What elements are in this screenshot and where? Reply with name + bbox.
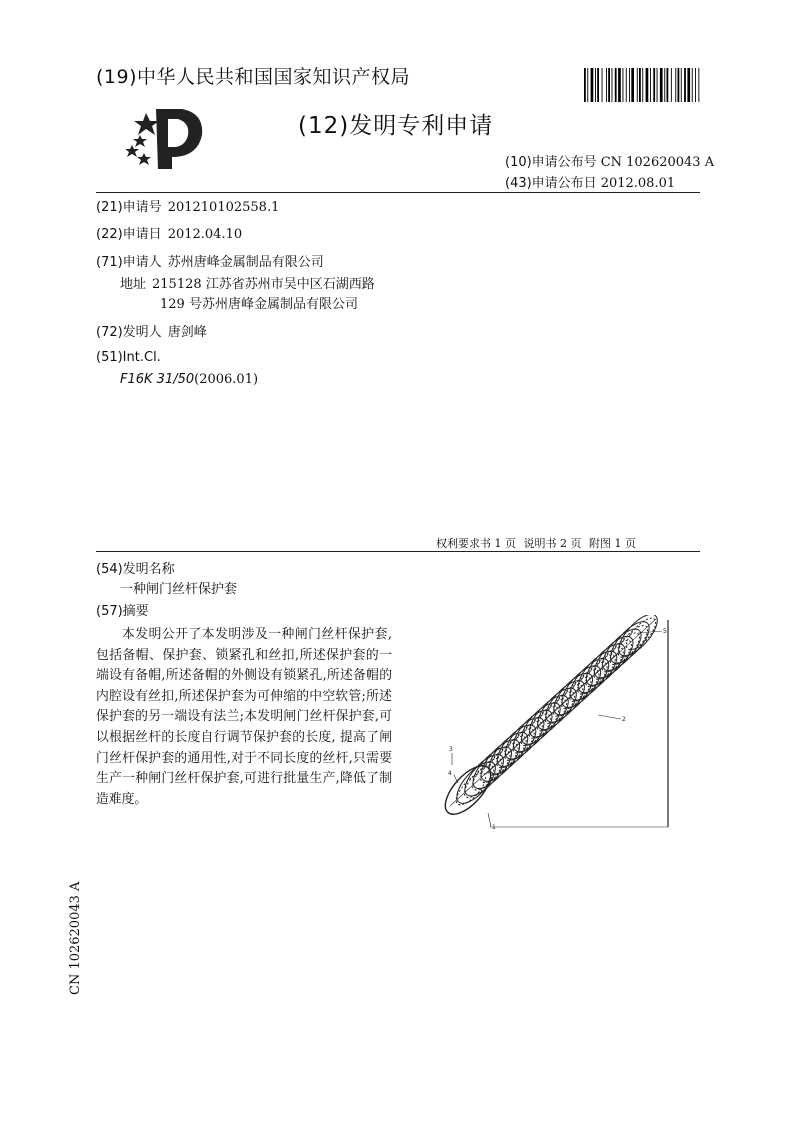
barcode-bar <box>626 68 627 102</box>
ipc-version: (2006.01) <box>194 372 259 387</box>
header-divider <box>96 192 700 193</box>
section-divider <box>96 551 700 552</box>
sipo-logo <box>126 105 206 171</box>
inventor-name: 唐剑峰 <box>167 325 207 340</box>
barcode-bar <box>602 68 603 102</box>
application-date: 2012.04.10 <box>167 227 243 242</box>
barcode-bar <box>637 68 638 102</box>
barcode-bar <box>675 68 676 102</box>
sleeve-coil <box>572 645 623 698</box>
publication-date-label: (43)申请公布日 <box>505 176 597 191</box>
barcode-bar <box>698 68 699 102</box>
figure-label-5: 5 <box>663 628 667 635</box>
barcode-bar <box>671 68 672 102</box>
barcode-bar <box>606 68 607 102</box>
barcode-bar <box>687 68 690 102</box>
barcode-bar <box>657 68 658 102</box>
figure-label-4: 4 <box>448 770 452 777</box>
sleeve-coil <box>491 719 542 772</box>
abstract-figure <box>428 615 678 830</box>
side-publication-number: CN 102620043 A <box>68 881 83 995</box>
barcode-bar <box>618 68 621 102</box>
address-row <box>120 273 375 292</box>
sleeve-coil <box>548 667 599 720</box>
invention-title: 一种闸门丝杆保护套 <box>120 582 238 597</box>
sleeve-coil <box>499 712 550 765</box>
sleeve-coil <box>531 682 582 735</box>
publication-number-row <box>505 151 714 170</box>
sleeve-coil <box>604 616 655 669</box>
application-date-row <box>96 223 242 242</box>
barcode-bar <box>615 68 617 102</box>
address-continuation <box>160 293 358 312</box>
inventor-row <box>96 321 207 340</box>
sleeve-coil <box>588 630 639 683</box>
barcode-bar <box>650 68 651 102</box>
sleeve-outline <box>486 619 656 774</box>
barcode-bar <box>587 68 588 102</box>
barcode-bar <box>692 68 693 102</box>
application-number-row <box>96 196 279 215</box>
claims-pages: 权利要求书 1 页 <box>436 537 516 550</box>
sleeve-coil <box>556 660 607 713</box>
barcode-bar <box>629 68 630 102</box>
publication-number: CN 102620043 A <box>600 155 715 170</box>
barcode-bar <box>660 68 663 102</box>
abstract-label: (57)摘要 <box>96 604 149 619</box>
sleeve-coil <box>483 726 534 779</box>
office-name: (19)中华人民共和国国家知识产权局 <box>96 66 411 88</box>
barcode-bar <box>595 68 596 102</box>
drawings-pages: 附图 1 页 <box>589 537 636 550</box>
barcode-bar <box>584 68 586 102</box>
page-counts <box>436 535 640 551</box>
applicant-name: 苏州唐峰金属制品有限公司 <box>167 255 324 270</box>
barcode-bar <box>591 68 594 102</box>
address-line-2: 129 号苏州唐峰金属制品有限公司 <box>160 297 358 312</box>
int-cl-label: (51)Int.Cl. <box>96 350 161 365</box>
int-cl-row <box>96 350 161 365</box>
application-date-label: (22)申请日 <box>96 227 162 242</box>
barcode-bar <box>667 68 669 102</box>
application-number: 201210102558.1 <box>167 200 280 215</box>
description-pages: 说明书 2 页 <box>523 537 582 550</box>
sleeve-coil <box>515 697 566 750</box>
applicant-row <box>96 251 324 270</box>
barcode-bar <box>646 68 649 102</box>
barcode-bar <box>612 68 613 102</box>
figure-label-3: 3 <box>449 746 453 753</box>
address-line-1: 215128 江苏省苏州市吴中区石湖西路 <box>152 277 375 292</box>
address-label: 地址 <box>120 277 147 292</box>
applicant-label: (71)申请人 <box>96 255 162 270</box>
document-type-title: (12)发明专利申请 <box>298 113 494 139</box>
barcode-bar <box>597 68 599 102</box>
barcode-bar <box>678 68 680 102</box>
barcode-bar <box>623 68 624 102</box>
ipc-code: F16K 31/50 <box>120 372 195 387</box>
sleeve-coil <box>564 653 615 706</box>
sleeve-coil <box>475 734 526 787</box>
abstract-text: 本发明公开了本发明涉及一种闸门丝杆保护套,包括备帽、保护套、锁紧孔和丝扣,所述保护套的一端设有备帽,所述备帽的外侧设有锁紧孔,所述备帽的内腔设有丝扣,所述保护套为可伸缩的中空软管;所述保护套的另一端设有法兰;本发明闸门丝杆保护套,可以根据丝杆的长度自行调节保护套的长度, 提高了闸门丝杆保护套的通用性,对于不同长度的丝杆,只需要生产一种闸门丝杆保护套,可进行批量生产,降低了制造难度。 <box>96 627 392 807</box>
barcode-bar <box>681 68 682 102</box>
sleeve-coil <box>580 638 631 691</box>
sleeve-outline <box>450 651 620 806</box>
barcode-bar <box>639 68 641 102</box>
barcode-bar <box>664 68 665 102</box>
application-number-label: (21)申请号 <box>96 200 162 215</box>
inventor-label: (72)发明人 <box>96 325 162 340</box>
ipc-row <box>120 372 258 387</box>
barcode-bar <box>631 68 634 102</box>
sleeve-coil <box>523 690 574 743</box>
figure-label-1: 1 <box>492 824 496 830</box>
barcode-bar <box>642 68 643 102</box>
title-label: (54)发明名称 <box>96 562 175 577</box>
publication-date: 2012.08.01 <box>600 176 676 191</box>
publication-number-label: (10)申请公布号 <box>505 155 597 170</box>
barcode-bar <box>653 68 655 102</box>
barcode-bar <box>608 68 610 102</box>
sleeve-coil <box>507 704 558 757</box>
barcode-bar <box>684 68 686 102</box>
sleeve-coil <box>540 675 591 728</box>
barcode <box>583 68 700 102</box>
sleeve-coil <box>459 749 510 802</box>
figure-label-2: 2 <box>622 716 626 723</box>
sleeve-coil <box>596 623 647 676</box>
barcode-bar <box>695 68 696 102</box>
publication-date-row <box>505 172 675 191</box>
